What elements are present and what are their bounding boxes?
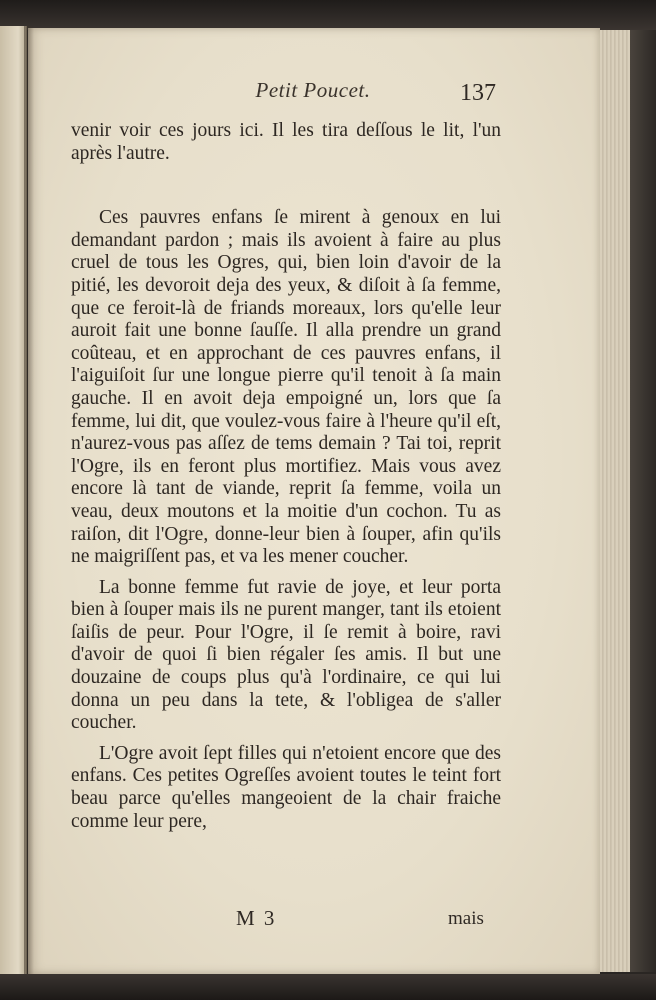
paragraph-ogre-knife: Ces pauvres enfans ſe mirent à genoux en lui demandant pardon ; mais ils avoient à faire au plus cruel de tous les Ogres, qui, bien loin d'avoir de la pitié, les devoroit deja des yeux, & diſoit à ſa femme, que ce feroit-là de friands moreaux, lors qu'elle leur auroit fait une bonne ſauſſe. Il alla prendre un grand coûteau, et en approchant de ces pauvres enfans, il l'aiguiſoit ſur une longue pierre qu'il tenoit à ſa main gauche. Il en avoit deja empoigné un, lors que ſa femme, lui dit, que voulez-vous faire à l'heure qu'il eſt, n'aurez-vous pas aſſez de tems demain ? Tai toi, reprit l'Ogre, ils en feront plus mortifiez. Mais vous avez encore là tant de viande, reprit ſa femme, voila un veau, deux moutons et la moitie d'un cochon. Tu as raiſon, dit l'Ogre, donne-leur bien à ſouper, afin qu'ils ne maigriſſent pas, et va les mener coucher. bbox=[71, 207, 501, 568]
signature-mark: M 3 bbox=[236, 906, 277, 930]
running-head-title: Petit Poucet. bbox=[255, 78, 371, 102]
page-number: 137 bbox=[460, 80, 496, 106]
facing-page-edge bbox=[0, 26, 27, 974]
body-text bbox=[71, 120, 501, 833]
paragraph-supper: La bonne femme fut ravie de joye, et leur porta bien à ſouper mais ils ne purent manger, tant ils etoient ſaiſis de peur. Pour l'Ogre, il ſe remit à boire, ravi d'avoir de quoi ſi bien régaler ſes amis. Il but une douzaine de coups plus qu'à l'ordinaire, ce qui lui donna un peu dans la tete, & l'obligea de s'aller coucher. bbox=[71, 576, 501, 734]
book-cover-top-edge bbox=[0, 0, 656, 30]
paragraph-continuation: venir voir ces jours ici. Il les tira deſſous le lit, l'un après l'autre. bbox=[71, 120, 501, 164]
catchword: mais bbox=[448, 908, 484, 929]
gutter-shadow bbox=[24, 26, 34, 974]
book-cover-bottom-edge bbox=[0, 974, 656, 1000]
book-page bbox=[28, 28, 600, 974]
page-stack-edge bbox=[596, 30, 632, 972]
book-cover-right-edge bbox=[630, 30, 656, 972]
paragraph-seven-daughters: L'Ogre avoit ſept filles qui n'etoient encore que des enfans. Ces petites Ogreſſes avoient toutes le teint fort beau parce qu'elles mangeoient de la chair fraiche comme leur pere, bbox=[71, 742, 501, 832]
